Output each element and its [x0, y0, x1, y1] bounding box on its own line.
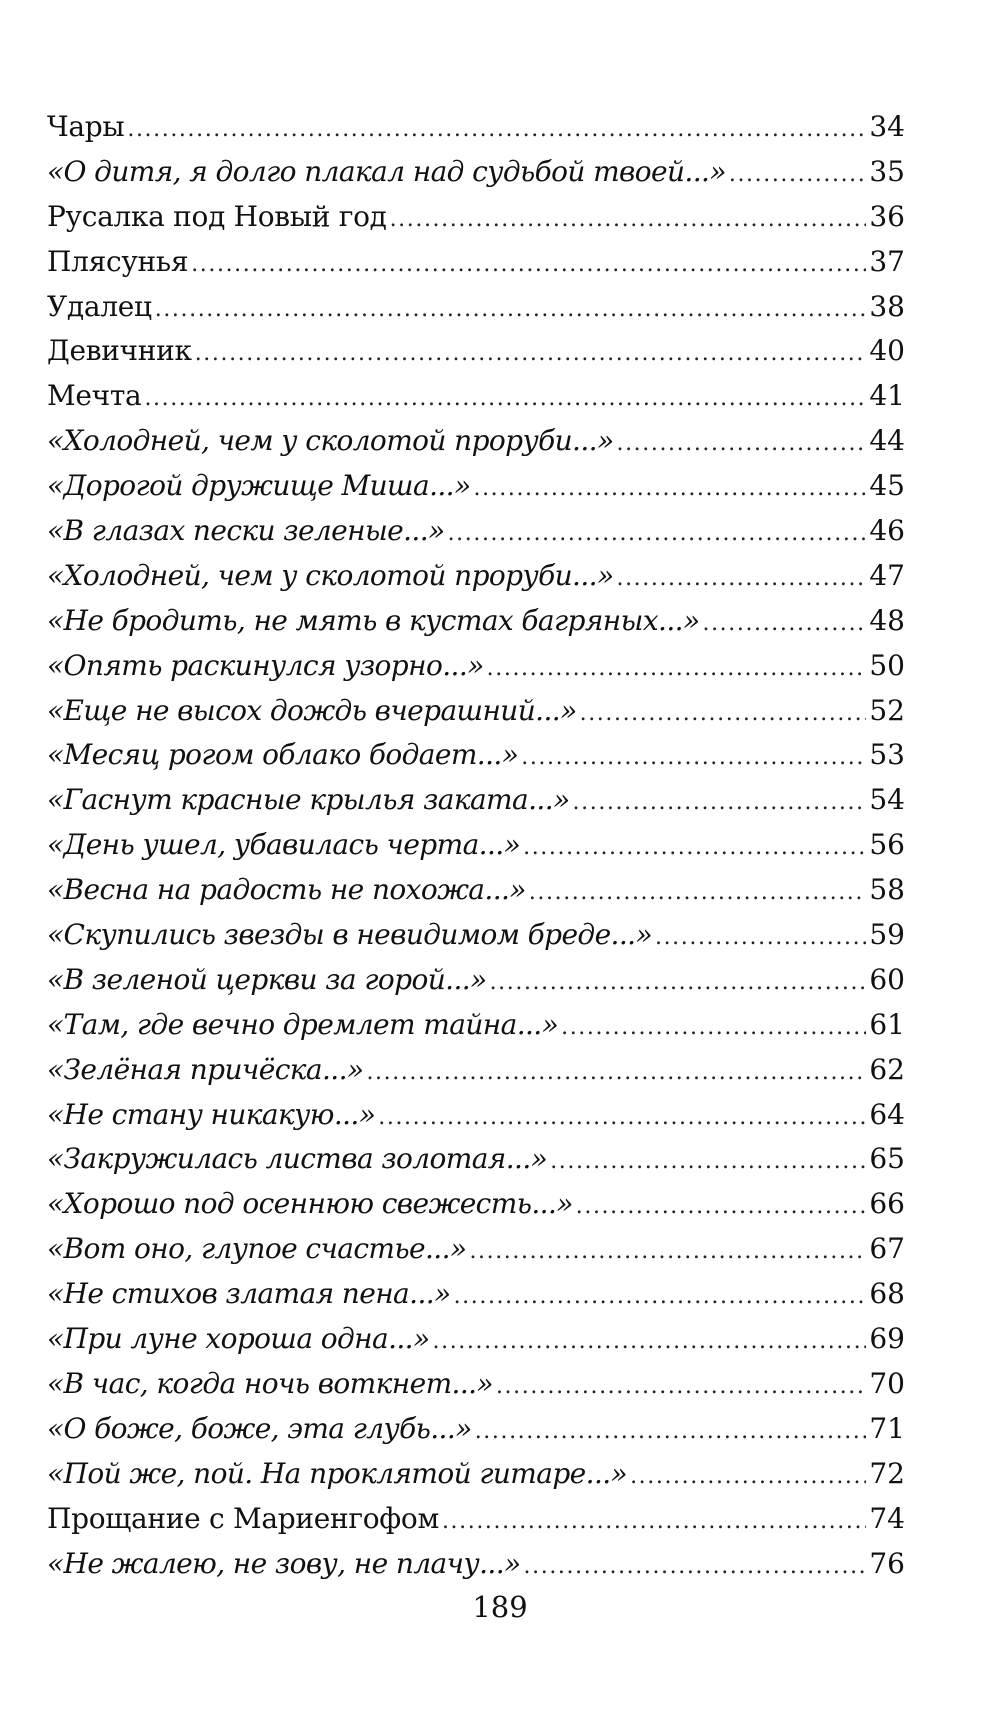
dot-leader [580, 692, 867, 737]
toc-entry-page: 58 [869, 873, 905, 907]
page-number: 189 [472, 1590, 528, 1624]
toc-entry-page: 72 [869, 1456, 905, 1490]
toc-entry-title: «Холодней, чем у сколотой проруби...» [47, 424, 614, 458]
dot-leader [144, 377, 866, 422]
dot-leader [487, 647, 867, 692]
dot-leader [474, 467, 867, 512]
toc-entry [47, 599, 905, 644]
toc-entry-page: 53 [869, 738, 905, 772]
toc-entry-title: «Вот оно, глупое счастье...» [47, 1232, 467, 1266]
dot-leader [561, 1006, 866, 1051]
dot-leader [469, 1230, 866, 1275]
toc-entry-title: «Весна на радость не похожа...» [47, 873, 526, 907]
toc-entry-title: Чары [47, 110, 125, 143]
toc-entry [47, 1137, 905, 1182]
table-of-contents [47, 105, 905, 1586]
dot-leader [390, 198, 867, 243]
toc-entry [47, 554, 905, 599]
toc-entry-page: 66 [869, 1187, 905, 1221]
toc-entry-title: «Зелёная причёска...» [47, 1052, 364, 1086]
dot-leader [366, 1051, 866, 1096]
dot-leader [616, 557, 866, 602]
toc-entry-page: 71 [869, 1411, 905, 1445]
toc-entry [47, 1182, 905, 1227]
toc-entry [47, 240, 905, 285]
toc-entry [47, 1362, 905, 1407]
toc-entry-page: 52 [869, 693, 905, 727]
toc-entry-title: «О боже, боже, эта глубь...» [47, 1411, 472, 1445]
dot-leader [630, 1455, 866, 1500]
toc-entry [47, 823, 905, 868]
toc-entry [47, 150, 905, 195]
toc-entry-title: Удалец [47, 289, 152, 323]
dot-leader [127, 108, 866, 153]
toc-entry [47, 285, 905, 330]
toc-entry-page: 67 [869, 1232, 905, 1266]
dot-leader [729, 153, 867, 198]
toc-entry [47, 1407, 905, 1452]
toc-entry [47, 1497, 905, 1542]
toc-entry-title: «Холодней, чем у сколотой проруби...» [47, 558, 614, 592]
toc-entry-page: 70 [869, 1366, 905, 1400]
dot-leader [529, 871, 867, 916]
toc-entry [47, 105, 905, 150]
toc-entry-page: 64 [869, 1097, 905, 1131]
toc-entry-title: «При луне хороша одна...» [47, 1322, 430, 1356]
dot-leader [496, 1365, 866, 1410]
dot-leader [191, 243, 866, 288]
toc-entry-page: 60 [869, 962, 905, 996]
dot-leader [442, 1500, 866, 1545]
toc-entry-page: 65 [869, 1142, 905, 1176]
toc-entry-title: Плясунья [47, 244, 189, 278]
toc-entry [47, 1003, 905, 1048]
toc-entry-title: «Гаснут красные крылья заката...» [47, 783, 570, 817]
dot-leader [490, 961, 867, 1006]
dot-leader [573, 781, 867, 826]
toc-entry [47, 509, 905, 554]
toc-entry [47, 419, 905, 464]
toc-entry-page: 62 [869, 1052, 905, 1086]
toc-entry [47, 958, 905, 1003]
toc-entry [47, 1542, 905, 1587]
toc-entry [47, 464, 905, 509]
toc-entry [47, 913, 905, 958]
toc-entry-page: 36 [869, 199, 905, 233]
toc-entry-page: 34 [869, 110, 905, 143]
toc-entry-page: 76 [869, 1546, 905, 1580]
toc-entry-page: 35 [869, 154, 905, 188]
toc-entry-title: «Месяц рогом облако бодает...» [47, 738, 519, 772]
toc-entry-title: «В час, когда ночь воткнет...» [47, 1366, 493, 1400]
toc-entry [47, 644, 905, 689]
toc-entry-title: «Там, где вечно дремлет тайна...» [47, 1007, 559, 1041]
toc-entry [47, 733, 905, 778]
dot-leader [521, 736, 866, 781]
dot-leader [550, 1140, 866, 1185]
toc-entry [47, 1317, 905, 1362]
toc-entry-page: 47 [869, 558, 905, 592]
toc-entry [47, 1227, 905, 1272]
toc-entry [47, 329, 905, 374]
dot-leader [655, 916, 866, 961]
toc-entry [47, 1093, 905, 1138]
toc-entry-page: 69 [869, 1322, 905, 1356]
toc-entry-title: Прощание с Мариенгофом [47, 1501, 439, 1535]
dot-leader [475, 1410, 867, 1455]
toc-entry-title: «Не бродить, не мять в кустах багряных...» [47, 603, 700, 637]
toc-entry-title: «В глазах пески зеленые...» [47, 514, 445, 548]
dot-leader [433, 1320, 867, 1365]
toc-entry-title: Мечта [47, 379, 142, 413]
dot-leader [378, 1096, 866, 1141]
toc-entry-page: 74 [869, 1501, 905, 1535]
toc-entry-page: 61 [869, 1007, 905, 1041]
toc-entry-title: «Дорогой дружище Миша...» [47, 469, 471, 503]
toc-entry [47, 374, 905, 419]
dot-leader [448, 512, 867, 557]
toc-entry [47, 1048, 905, 1093]
dot-leader [702, 602, 866, 647]
toc-entry-title: «Еще не высох дождь вчерашний...» [47, 693, 577, 727]
dot-leader [523, 826, 866, 871]
toc-entry-page: 46 [869, 514, 905, 548]
toc-entry-page: 50 [869, 648, 905, 682]
toc-entry-title: Русалка под Новый год [47, 199, 387, 233]
dot-leader [155, 288, 867, 333]
toc-entry-title: Девичник [47, 334, 192, 368]
toc-entry-page: 38 [869, 289, 905, 323]
dot-leader [524, 1545, 867, 1590]
toc-entry-page: 41 [869, 379, 905, 413]
dot-leader [576, 1185, 867, 1230]
toc-entry-page: 54 [869, 783, 905, 817]
dot-leader [195, 332, 867, 377]
toc-entry-page: 59 [869, 918, 905, 952]
toc-entry-title: «День ушел, убавилась черта...» [47, 828, 521, 862]
toc-entry [47, 689, 905, 734]
dot-leader [616, 422, 866, 467]
toc-entry [47, 1272, 905, 1317]
toc-entry-title: «О дитя, я долго плакал над судьбой твоей...» [47, 154, 726, 188]
toc-entry-page: 68 [869, 1277, 905, 1311]
toc-entry-title: «Опять раскинулся узорно...» [47, 648, 484, 682]
dot-leader [454, 1275, 867, 1320]
toc-entry-page: 56 [869, 828, 905, 862]
toc-entry-title: «Хорошо под осеннюю свежесть...» [47, 1187, 573, 1221]
toc-entry-title: «Не жалею, не зову, не плачу...» [47, 1546, 521, 1580]
toc-entry-title: «Скупились звезды в невидимом бреде...» [47, 918, 652, 952]
toc-entry-page: 45 [869, 469, 905, 503]
toc-entry-title: «Пой же, пой. На проклятой гитаре...» [47, 1456, 628, 1490]
toc-entry-page: 44 [869, 424, 905, 458]
toc-entry-page: 40 [869, 334, 905, 368]
toc-entry-title: «В зеленой церкви за горой...» [47, 962, 487, 996]
toc-entry [47, 868, 905, 913]
toc-entry-title: «Не стану никакую...» [47, 1097, 376, 1131]
toc-entry [47, 195, 905, 240]
toc-entry [47, 778, 905, 823]
toc-entry-title: «Закружилась листва золотая...» [47, 1142, 548, 1176]
toc-entry-page: 37 [869, 244, 905, 278]
toc-entry-title: «Не стихов златая пена...» [47, 1277, 451, 1311]
toc-entry [47, 1452, 905, 1497]
toc-entry-page: 48 [869, 603, 905, 637]
